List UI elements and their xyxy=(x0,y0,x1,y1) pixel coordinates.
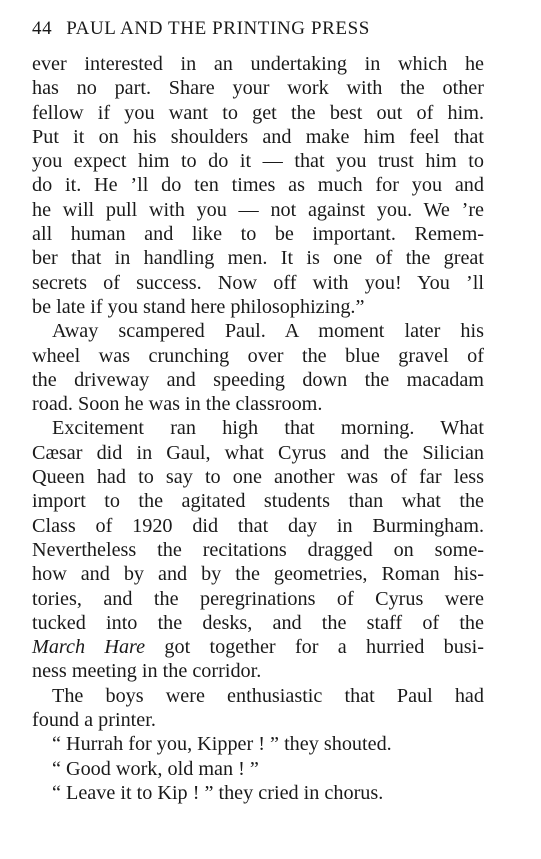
text-line: Queen had to say to one another was of far less xyxy=(32,466,484,489)
page-number: 44 xyxy=(32,18,53,39)
text-line: fellow if you want to get the best out of him. xyxy=(32,101,484,124)
text-line: secrets of success. Now off with you! You ’ll xyxy=(32,271,484,294)
text-line: Excitement ran high that morning. What xyxy=(52,417,484,440)
text-line: Cæsar did in Gaul, what Cyrus and the Silician xyxy=(32,441,484,464)
text-line: do it. He ’ll do ten times as much for you and xyxy=(32,174,484,197)
book-page xyxy=(32,18,484,805)
text-line: wheel was crunching over the blue gravel of xyxy=(32,344,484,367)
paragraph-4 xyxy=(32,684,484,733)
dialogue-line: “ Good work, old man ! ” xyxy=(52,757,259,780)
text-line: tories, and the peregrinations of Cyrus were xyxy=(32,587,484,610)
text-line: Away scampered Paul. A moment later his xyxy=(52,320,484,343)
running-title: PAUL AND THE PRINTING PRESS xyxy=(66,18,370,39)
dialogue-line: “ Hurrah for you, Kipper ! ” they shouted. xyxy=(52,733,392,756)
text-line: The boys were enthusiastic that Paul had xyxy=(52,684,484,707)
text-line: ber that in handling men. It is one of the great xyxy=(32,247,484,270)
text-line: ever interested in an undertaking in which he xyxy=(32,53,484,75)
text-line: has no part. Share your work with the other xyxy=(32,77,484,100)
paragraph-6 xyxy=(32,757,484,781)
text-line: ness meeting in the corridor. xyxy=(32,660,262,683)
text-line: you expect him to do it — that you trust him to xyxy=(32,150,484,173)
paragraph-1 xyxy=(32,52,484,319)
text-line: found a printer. xyxy=(32,709,156,732)
text-line-with-title xyxy=(32,635,484,659)
paragraph-7 xyxy=(32,781,484,805)
text-line: all human and like to be important. Remem- xyxy=(32,223,484,246)
text-line: road. Soon he was in the classroom. xyxy=(32,393,323,416)
paragraph-5 xyxy=(32,732,484,756)
paragraph-2 xyxy=(32,319,484,416)
text-line: be late if you stand here philosophizing.” xyxy=(32,295,365,318)
text-line-rest: got together for a hurried busi- xyxy=(164,636,484,659)
text-line: tucked into the desks, and the staff of the xyxy=(32,611,484,634)
text-line: the driveway and speeding down the macadam xyxy=(32,368,484,391)
text-line: he will pull with you — not against you. We ’re xyxy=(32,198,484,221)
paragraph-3 xyxy=(32,416,484,683)
text-line: how and by and by the geometries, Roman his- xyxy=(32,563,484,586)
running-header xyxy=(32,18,484,52)
text-line: import to the agitated students than what the xyxy=(32,490,484,513)
text-line: Put it on his shoulders and make him feel that xyxy=(32,125,484,148)
text-line: Nevertheless the recitations dragged on some- xyxy=(32,538,484,561)
text-line: Class of 1920 did that day in Burmingham. xyxy=(32,514,484,537)
body-text xyxy=(32,52,484,805)
italic-title: March Hare xyxy=(32,636,146,659)
dialogue-line: “ Leave it to Kip ! ” they cried in chorus. xyxy=(52,781,384,804)
